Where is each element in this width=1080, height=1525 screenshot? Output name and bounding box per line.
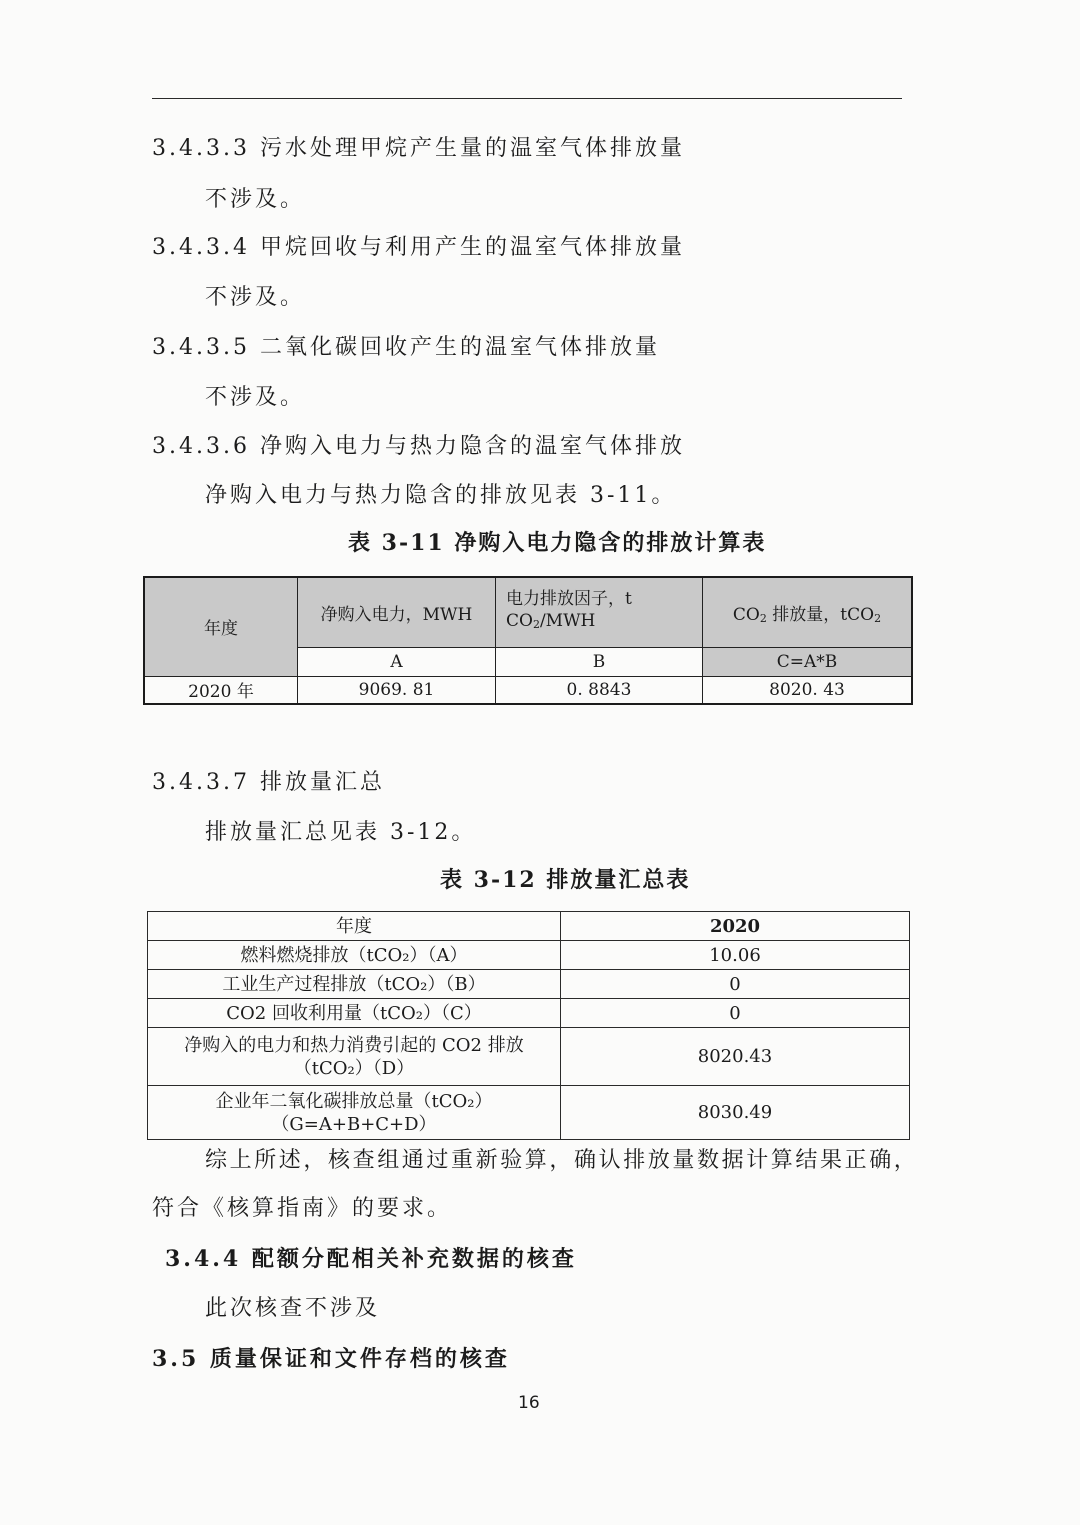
- t311-sym-b: B: [496, 647, 703, 676]
- table-312-caption: 表 3-12 排放量汇总表: [440, 867, 691, 893]
- t311-row-b: 0. 8843: [496, 676, 703, 704]
- table-312: [147, 911, 910, 1140]
- conclusion-line-2: 符合《核算指南》的要求。: [152, 1196, 453, 1221]
- t311-col-year: 年度: [144, 577, 298, 676]
- t312-header-value: 2020: [561, 912, 910, 941]
- section-3433-heading: 3.4.3.3 污水处理甲烷产生量的温室气体排放量: [152, 136, 685, 161]
- section-3434-body: 不涉及。: [205, 285, 306, 310]
- t311-row-year: 2020 年: [144, 676, 298, 704]
- header-rule: [152, 98, 902, 99]
- section-344-heading: 3.4.4 配额分配相关补充数据的核查: [165, 1246, 577, 1272]
- t312-r3-label: CO2 回收利用量（tCO₂）（C）: [148, 999, 561, 1028]
- table-311-caption: 表 3-11 净购入电力隐含的排放计算表: [348, 530, 767, 556]
- section-3437-body: 排放量汇总见表 3-12。: [205, 820, 477, 845]
- t312-r1-label: 燃料燃烧排放（tCO₂）（A）: [148, 941, 561, 970]
- section-3433-body: 不涉及。: [205, 187, 306, 212]
- section-3437-heading: 3.4.3.7 排放量汇总: [152, 770, 385, 795]
- t312-header-label: 年度: [148, 912, 561, 941]
- section-344-body: 此次核查不涉及: [205, 1296, 381, 1321]
- t312-r2-label: 工业生产过程排放（tCO₂）（B）: [148, 970, 561, 999]
- t311-col-a: 净购入电力，MWH: [298, 577, 496, 647]
- page-number: 16: [518, 1393, 540, 1413]
- section-3435-heading: 3.4.3.5 二氧化碳回收产生的温室气体排放量: [152, 335, 660, 360]
- section-3434-heading: 3.4.3.4 甲烷回收与利用产生的温室气体排放量: [152, 235, 685, 260]
- t311-row-a: 9069. 81: [298, 676, 496, 704]
- section-3436-heading: 3.4.3.6 净购入电力与热力隐含的温室气体排放: [152, 434, 685, 459]
- t312-r5-value: 8030.49: [561, 1086, 910, 1140]
- conclusion-line-1: 综上所述，核查组通过重新验算，确认排放量数据计算结果正确，: [205, 1148, 919, 1173]
- t311-row-c: 8020. 43: [703, 676, 913, 704]
- t312-r3-value: 0: [561, 999, 910, 1028]
- t312-r4-label: 净购入的电力和热力消费引起的 CO2 排放 （tCO₂）（D）: [148, 1028, 561, 1086]
- section-35-heading: 3.5 质量保证和文件存档的核查: [152, 1346, 510, 1372]
- t312-r4-value: 8020.43: [561, 1028, 910, 1086]
- table-311: [143, 576, 913, 705]
- t311-col-b: 电力排放因子，t $CO_2$/MWH: [496, 577, 703, 647]
- t311-sym-a: A: [298, 647, 496, 676]
- t312-r1-value: 10.06: [561, 941, 910, 970]
- t312-r5-label: 企业年二氧化碳排放总量（tCO₂） （G=A+B+C+D）: [148, 1086, 561, 1140]
- section-3435-body: 不涉及。: [205, 385, 306, 410]
- t312-r2-value: 0: [561, 970, 910, 999]
- t311-col-c: $CO_2$ 排放量，tCO$_2$: [703, 577, 913, 647]
- section-3436-body: 净购入电力与热力隐含的排放见表 3-11。: [205, 483, 677, 508]
- t311-sym-c: C=A*B: [703, 647, 913, 676]
